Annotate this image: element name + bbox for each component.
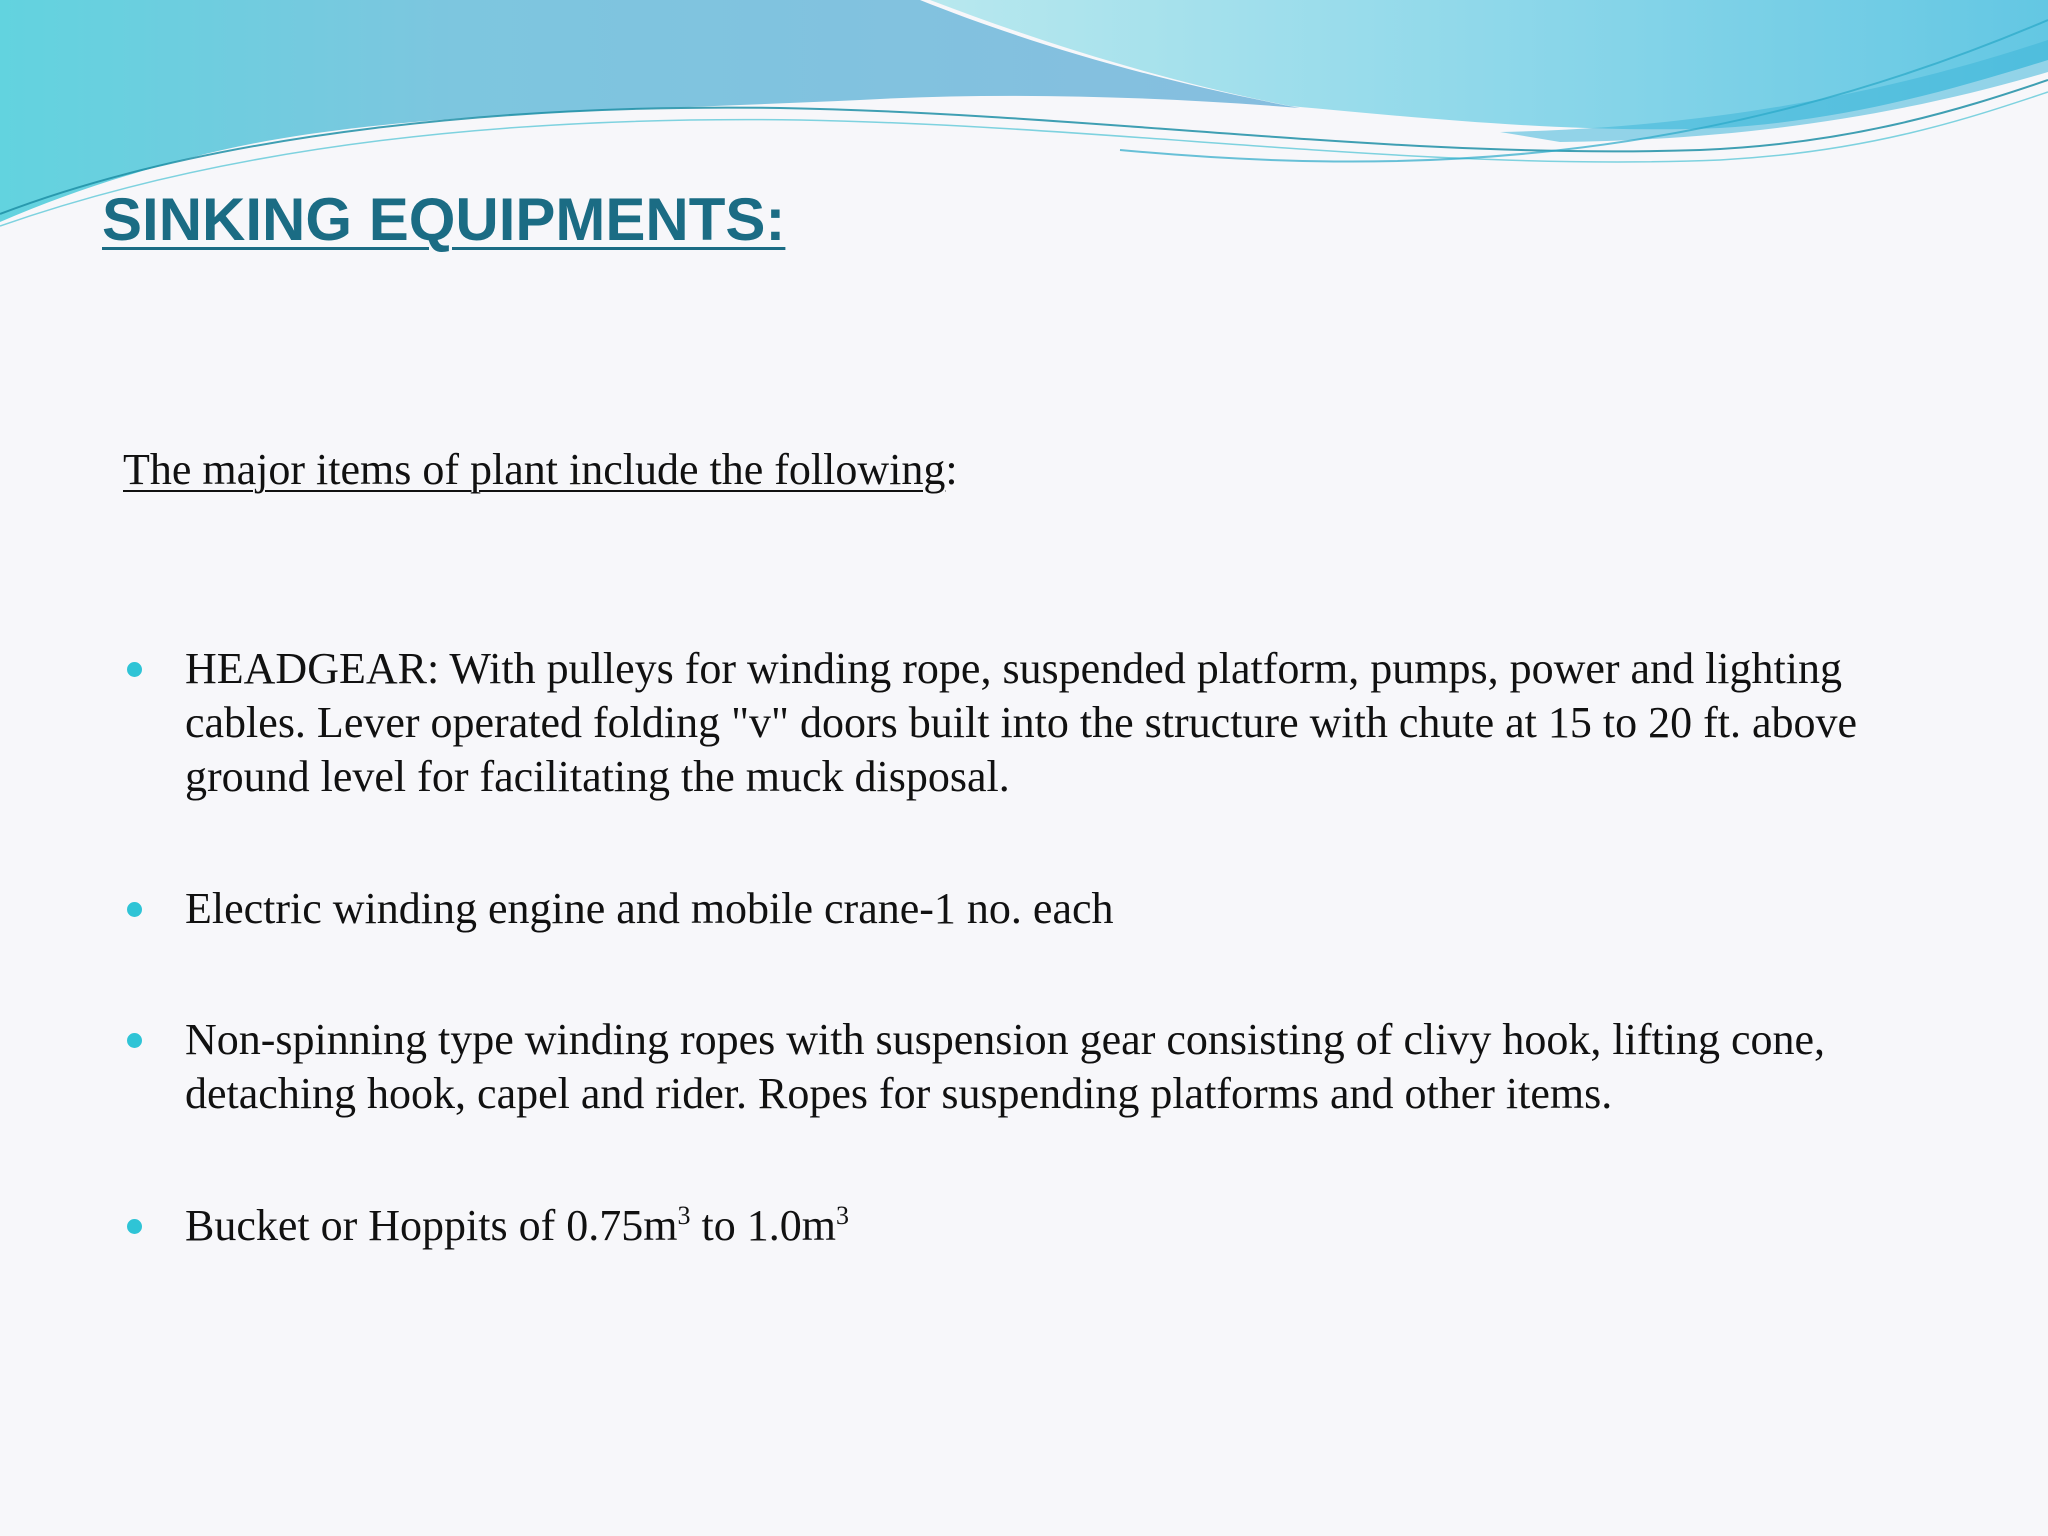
bullet-dot-icon bbox=[127, 1219, 142, 1234]
bullet-dot-icon bbox=[127, 1033, 142, 1048]
intro-text bbox=[123, 440, 958, 500]
superscript-cube: 3 bbox=[677, 1201, 691, 1230]
bullet-text: Electric winding engine and mobile crane-1 no. each bbox=[185, 884, 1114, 933]
bullet-dot-icon bbox=[127, 902, 142, 917]
bullet-item-headgear bbox=[185, 642, 1905, 804]
bullet-item-bucket bbox=[185, 1199, 1905, 1253]
intro-colon: : bbox=[945, 445, 958, 494]
bullet-text: HEADGEAR: With pulleys for winding rope, suspended platform, pumps, power and lighting cables. Lever operated folding "v" doors built into the structure with chute at 15 to 20 ft. above ground level for facilitating the muck disposal. bbox=[185, 644, 1858, 801]
bullet-text-part1: Bucket or Hoppits of 0.75m bbox=[185, 1201, 678, 1250]
bullet-text-part2: to 1.0m bbox=[690, 1201, 836, 1250]
bullet-item-winding-engine bbox=[185, 882, 1905, 936]
bullet-text: Non-spinning type winding ropes with suspension gear consisting of clivy hook, lifting cone, detaching hook, capel and rider. Ropes for suspending platforms and other items. bbox=[185, 1015, 1826, 1118]
bullet-item-winding-ropes bbox=[185, 1013, 1905, 1121]
bullet-dot-icon bbox=[127, 662, 142, 677]
slide-title: SINKING EQUIPMENTS: bbox=[102, 186, 786, 253]
superscript-cube: 3 bbox=[835, 1201, 849, 1230]
intro-underlined: The major items of plant include the following bbox=[123, 445, 946, 494]
